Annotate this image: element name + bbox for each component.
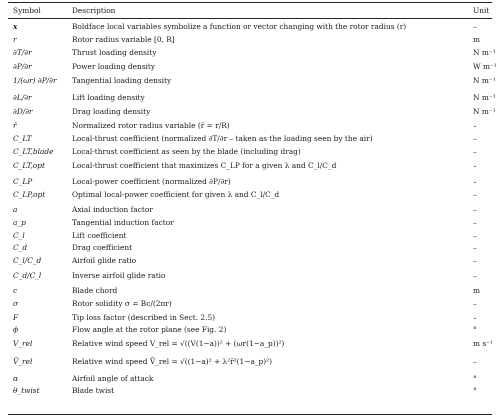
row-description: Airfoil angle of attack [72, 374, 154, 383]
bottom-rule [8, 414, 492, 415]
row-unit: – [473, 205, 477, 214]
row-symbol: α [13, 374, 18, 383]
row-description: Power loading density [72, 62, 156, 71]
row-symbol: ∂D/∂r [13, 107, 33, 116]
row-description: Relative wind speed Ṽ_rel = √((1−a)² + λ²r̄²(1−a_p)²) [72, 357, 273, 366]
header-unit: Unit [473, 6, 490, 15]
row-unit: N m⁻¹ [473, 48, 496, 57]
row-unit: ° [473, 386, 477, 395]
row-description: Rotor solidity σ = Bc/(2πr) [72, 299, 172, 308]
row-symbol: Ṽ_rel [13, 357, 33, 366]
row-description: Blade twist [72, 386, 115, 395]
top-rule [8, 2, 492, 3]
row-symbol: r̄ [13, 121, 17, 130]
row-symbol: C_d [13, 243, 28, 252]
row-unit: m [473, 286, 481, 295]
row-unit: – [473, 218, 477, 227]
row-symbol: C_LP,opt [13, 190, 46, 199]
row-unit: – [473, 134, 477, 143]
row-description: Tangential loading density [72, 76, 172, 85]
row-description: Drag coefficient [72, 243, 133, 252]
row-unit: – [473, 313, 477, 322]
row-unit: N m⁻¹ [473, 107, 496, 116]
row-symbol: σ [13, 299, 19, 308]
row-description: Normalized rotor radius variable (r̄ = r/R) [72, 121, 230, 130]
row-description: Drag loading density [72, 107, 151, 116]
row-symbol: a_p [13, 218, 26, 227]
row-description: Relative wind speed V_rel = √((V(1−a))² + (ωr(1−a_p))²) [72, 339, 285, 348]
row-symbol: C_LT,blade [13, 147, 54, 156]
row-description: Tangential induction factor [72, 218, 174, 227]
row-symbol: θ_twist [13, 386, 40, 395]
row-description: Boldface local variables symbolize a function or vector changing with the rotor radius (r) [72, 22, 407, 31]
row-unit: – [473, 190, 477, 199]
row-symbol: c [13, 286, 18, 295]
row-unit: – [473, 22, 477, 31]
row-unit: – [473, 256, 477, 265]
row-description: Blade chord [72, 286, 118, 295]
row-description: Lift coefficient [72, 231, 127, 240]
row-description: Local-thrust coefficient (normalized ∂T/∂r – taken as the loading seen by the air) [72, 134, 373, 143]
row-unit: – [473, 271, 477, 280]
row-unit: – [473, 161, 477, 170]
header-description: Description [72, 6, 116, 15]
row-symbol: C_l/C_d [13, 256, 42, 265]
row-symbol: ∂P/∂r [13, 62, 32, 71]
row-symbol: C_l [13, 231, 25, 240]
row-symbol: C_d/C_l [13, 271, 42, 280]
row-unit: m s⁻¹ [473, 339, 494, 348]
row-description: Airfoil glide ratio [72, 256, 137, 265]
row-unit: ° [473, 374, 477, 383]
row-description: Lift loading density [72, 93, 145, 102]
row-symbol: ∂L/∂r [13, 93, 32, 102]
row-description: Rotor radius variable [0, R] [72, 35, 175, 44]
row-symbol: 1/(ωr) ∂P/∂r [13, 76, 57, 85]
row-symbol: x [13, 22, 18, 31]
row-symbol: r [13, 35, 17, 44]
row-symbol: C_LT [13, 134, 32, 143]
row-description: Local-thrust coefficient that maximizes C_LP for a given λ and C_l/C_d [72, 161, 337, 170]
row-unit: – [473, 121, 477, 130]
row-unit: m [473, 35, 481, 44]
row-description: Local-power coefficient (normalized ∂P/∂r) [72, 177, 231, 186]
row-symbol: V_rel [13, 339, 33, 348]
header-rule [8, 18, 492, 19]
row-unit: – [473, 177, 477, 186]
row-description: Tip loss factor (described in Sect. 2.5) [72, 313, 216, 322]
row-unit: N m⁻¹ [473, 93, 496, 102]
row-description: Flow angle at the rotor plane (see Fig. 2) [72, 325, 227, 334]
row-description: Optimal local-power coefficient for given λ and C_l/C_d [72, 190, 280, 199]
row-symbol: ∂T/∂r [13, 48, 32, 57]
row-symbol: C_LP [13, 177, 33, 186]
row-unit: – [473, 231, 477, 240]
row-symbol: a [13, 205, 18, 214]
row-description: Inverse airfoil glide ratio [72, 271, 166, 280]
header-symbol: Symbol [13, 6, 41, 15]
row-symbol: F [13, 313, 19, 322]
row-unit: – [473, 147, 477, 156]
row-description: Thrust loading density [72, 48, 157, 57]
row-unit: – [473, 299, 477, 308]
row-unit: W m⁻¹ [473, 62, 497, 71]
row-symbol: ϕ [13, 325, 19, 334]
row-description: Local-thrust coefficient as seen by the blade (including drag) [72, 147, 301, 156]
row-symbol: C_LT,opt [13, 161, 45, 170]
row-unit: – [473, 243, 477, 252]
row-unit: ° [473, 325, 477, 334]
row-description: Axial induction factor [72, 205, 153, 214]
row-unit: – [473, 357, 477, 366]
row-unit: N m⁻¹ [473, 76, 496, 85]
